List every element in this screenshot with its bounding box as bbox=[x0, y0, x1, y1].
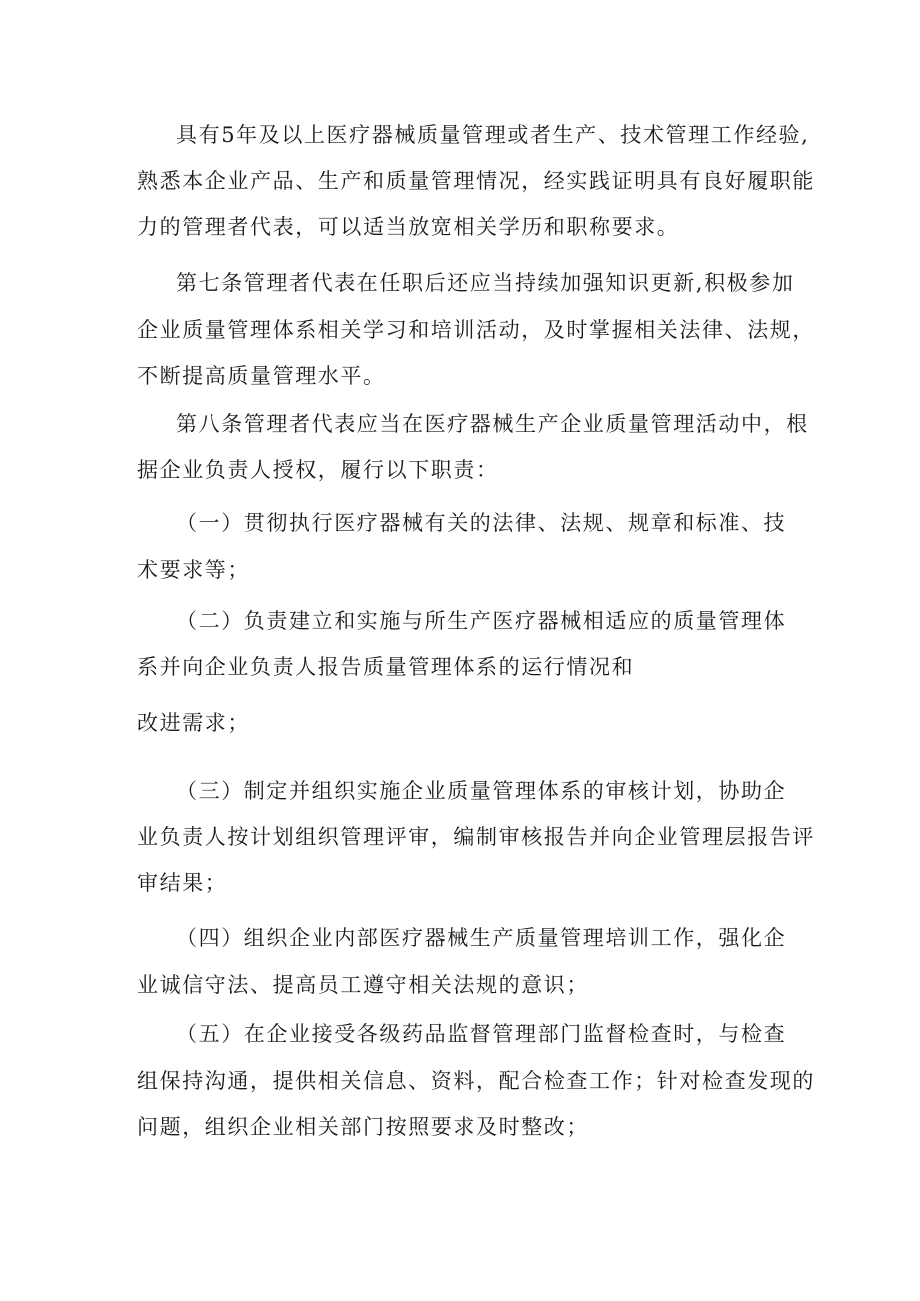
text-line: 不断提高质量管理水平。 bbox=[137, 364, 386, 388]
text-line: （一）贯彻执行医疗器械有关的法律、法规、规章和标准、技 bbox=[176, 511, 787, 535]
text-line: 具有5年及以上医疗器械质量管理或者生产、技术管理工作经验, bbox=[176, 123, 810, 147]
text-line: 业负责人按计划组织管理评审，编制审核报告并向企业管理层报告评 bbox=[137, 825, 815, 849]
text-line: （四）组织企业内部医疗器械生产质量管理培训工作，强化企 bbox=[176, 926, 787, 950]
text-line: 术要求等； bbox=[137, 558, 250, 582]
text-line: 企业质量管理体系相关学习和培训活动，及时掌握相关法律、法规， bbox=[137, 318, 815, 342]
text-line: 力的管理者代表，可以适当放宽相关学历和职称要求。 bbox=[137, 215, 680, 239]
text-line: 业诚信守法、提高员工遵守相关法规的意识； bbox=[137, 973, 589, 997]
text-line: 熟悉本企业产品、生产和质量管理情况，经实践证明具有良好履职能 bbox=[137, 169, 815, 193]
text-line: 审结果； bbox=[137, 871, 228, 895]
text-line: 改进需求； bbox=[137, 711, 250, 735]
text-line: 据企业负责人授权，履行以下职责： bbox=[137, 458, 499, 482]
text-line: （五）在企业接受各级药品监督管理部门监督检查时，与检查 bbox=[176, 1022, 787, 1046]
text-line: （二）负责建立和实施与所生产医疗器械相适应的质量管理体 bbox=[176, 609, 787, 633]
text-line: 第七条管理者代表在任职后还应当持续加强知识更新,积极参加 bbox=[176, 271, 795, 295]
text-line: （三）制定并组织实施企业质量管理体系的审核计划，协助企 bbox=[176, 779, 787, 803]
text-line: 组保持沟通，提供相关信息、资料，配合检查工作；针对检查发现的 bbox=[137, 1069, 815, 1093]
text-line: 问题，组织企业相关部门按照要求及时整改； bbox=[137, 1115, 589, 1139]
text-line: 系并向企业负责人报告质量管理体系的运行情况和 bbox=[137, 655, 635, 679]
text-line: 第八条管理者代表应当在医疗器械生产企业质量管理活动中，根 bbox=[176, 412, 809, 436]
